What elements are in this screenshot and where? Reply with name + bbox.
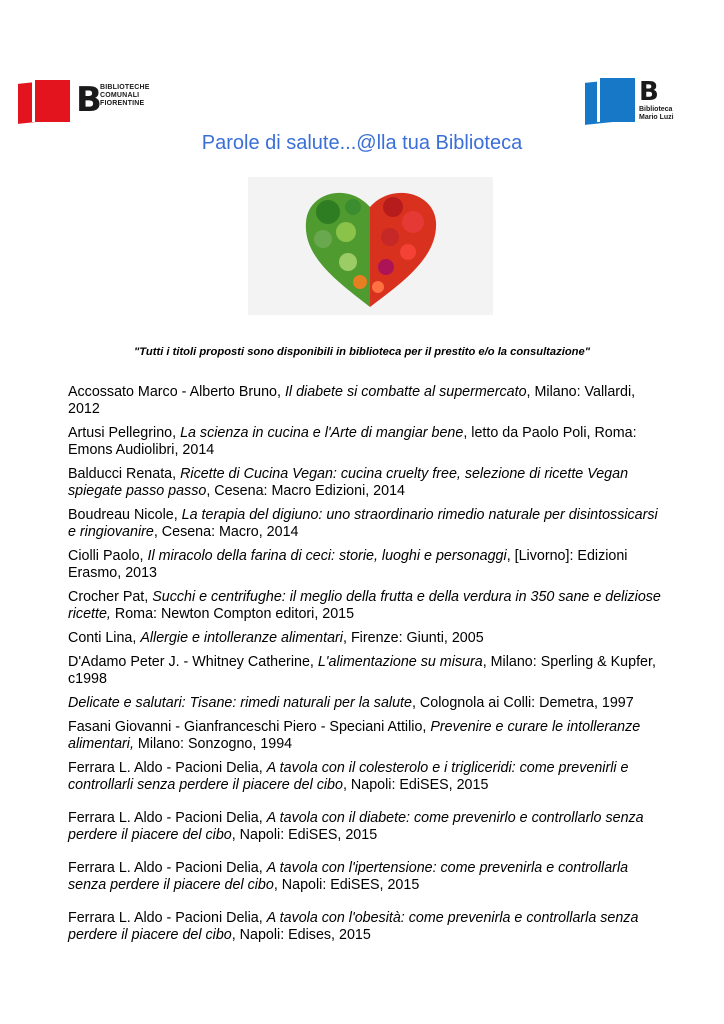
bibliography-entry [68,425,668,459]
entry-publication: , [Livorno]: Edizioni Erasmo, 2013 [68,548,628,581]
entry-author: Conti Lina, [68,630,137,646]
logo-text [100,84,150,108]
bibliography-entry [68,910,668,944]
biblioteche-comunali-fiorentine-logo [18,80,150,124]
entry-title: Il miracolo della farina di ceci: storie, luoghi e personaggi [147,548,507,564]
bibliography-entry [68,384,668,418]
entry-author: Crocher Pat, [68,589,149,605]
logo-line: FIORENTINE [100,100,145,107]
logo-text [639,106,674,122]
logo-blue-square-front [597,78,635,122]
logo-line: Biblioteca [639,106,673,113]
entry-publication: , Napoli: EdiSES, 2015 [273,877,420,893]
bibliography-entry [68,507,668,541]
bibliography-entry [68,760,668,794]
entry-author: Ferrara L. Aldo - Pacioni Delia, [68,860,263,876]
entry-author: Ferrara L. Aldo - Pacioni Delia, [68,810,263,826]
entry-author: Ciolli Paolo, [68,548,144,564]
bibliography-entry [68,860,668,894]
entry-title: A tavola con l'ipertensione: come prevenirla e controllarla senza perdere il piacere del cibo [68,860,629,893]
logo-line: BIBLIOTECHE [100,84,150,91]
entry-publication: Roma: Newton Compton editori, 2015 [110,606,355,622]
bibliography-entry [68,548,668,582]
logo-red-square-front [32,80,70,122]
logo-line: COMUNALI [100,92,140,99]
entry-title: A tavola con il diabete: come prevenirlo e controllarlo senza perdere il piacere del cibo [68,810,644,843]
entry-publication: , Napoli: EdiSES, 2015 [342,777,489,793]
entry-publication: , Milano: Vallardi, 2012 [68,384,636,417]
vegetable-heart-image [248,177,493,315]
page-title: Parole di salute...@lla tua Biblioteca [201,132,523,154]
entry-title: L'alimentazione su misura [317,654,483,670]
entry-title: Il diabete si combatte al supermercato [284,384,527,400]
entry-author: Ferrara L. Aldo - Pacioni Delia, [68,760,263,776]
entry-title: Ricette di Cucina Vegan: cucina cruelty free, selezione di ricette Vegan spiegate passo passo [68,466,629,499]
entry-author: Accossato Marco - Alberto Bruno, [68,384,281,400]
bibliography-entry [68,695,668,712]
entry-author: Balducci Renata, [68,466,177,482]
entry-author: D'Adamo Peter J. - Whitney Catherine, [68,654,314,670]
biblioteca-mario-luzi-logo [585,78,675,126]
entry-title: Delicate e salutari: Tisane: rimedi naturali per la salute [68,695,412,711]
entry-publication: , Colognola ai Colli: Demetra, 1997 [411,695,634,711]
entry-publication: , letto da Paolo Poli, Roma: Emons Audiolibri, 2014 [68,425,637,458]
entry-publication: , Milano: Sperling & Kupfer, c1998 [68,654,656,687]
entry-title: La terapia del digiuno: uno straordinario rimedio naturale per disintossicarsi e ringiovanire [68,507,658,540]
bibliography-list [68,384,668,944]
heart-illustration [248,177,493,315]
entry-publication: Milano: Sonzogno, 1994 [133,736,293,752]
bibliography-entry [68,810,668,844]
entry-title: Allergie e intolleranze alimentari [140,630,343,646]
entry-publication: , Napoli: EdiSES, 2015 [231,827,378,843]
entry-title: Succhi e centrifughe: il meglio della frutta e della verdura in 350 sane e deliziose ricette, [68,589,661,622]
entry-title: A tavola con il colesterolo e i trigliceridi: come prevenirli e controllarli senza perdere il piacere del cibo [68,760,629,793]
bibliography-entry [68,589,668,623]
entry-title: Prevenire e curare le intolleranze alimentari, [68,719,641,752]
availability-quote: "Tutti i titoli proposti sono disponibili in biblioteca per il prestito e/o la consultazione" [133,346,591,358]
bibliography-entry [68,466,668,500]
entry-title: A tavola con l'obesità: come prevenirla e controllarla senza perdere il piacere del cibo [68,910,639,943]
entry-publication: , Napoli: Edises, 2015 [231,927,371,943]
entry-author: Fasani Giovanni - Gianfranceschi Piero - Speciani Attilio, [68,719,427,735]
entry-publication: , Cesena: Macro, 2014 [153,524,299,540]
entry-publication: , Firenze: Giunti, 2005 [343,630,484,646]
bibliography-entry [68,654,668,688]
entry-publication: , Cesena: Macro Edizioni, 2014 [206,483,405,499]
logo-line: Mario Luzi [639,114,674,121]
logo-letter: B [76,80,102,120]
entry-author: Boudreau Nicole, [68,507,178,523]
bibliography-entry [68,719,668,753]
entry-author: Ferrara L. Aldo - Pacioni Delia, [68,910,263,926]
logo-letter: B [639,77,659,107]
bibliography-entry [68,630,668,647]
entry-title: La scienza in cucina e l'Arte di mangiar bene [180,425,464,441]
entry-author: Artusi Pellegrino, [68,425,177,441]
